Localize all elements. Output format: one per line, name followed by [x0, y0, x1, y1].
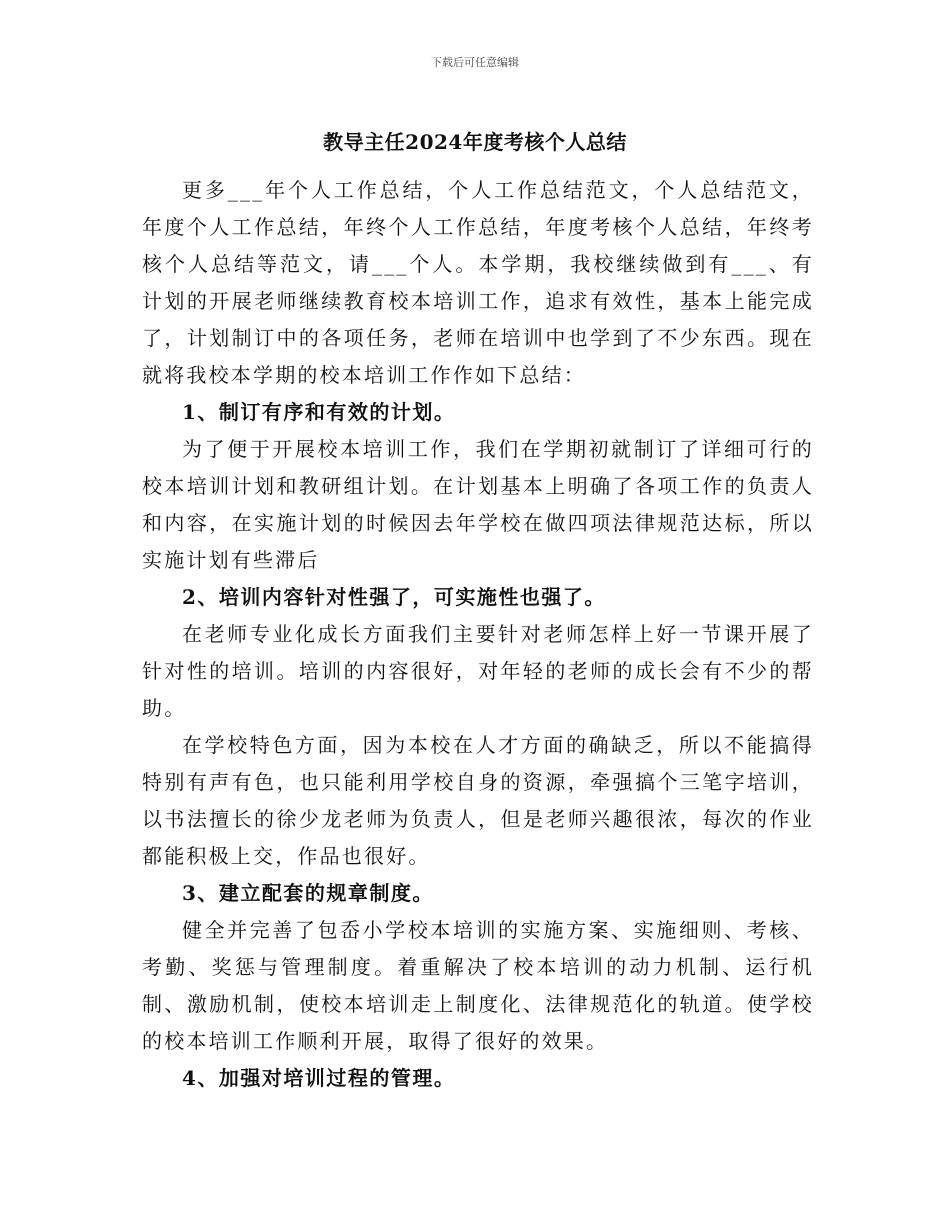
intro-paragraph: 更多___年个人工作总结，个人工作总结范文，个人总结范文，年度个人工作总结，年终个人工作总结，年度考核个人总结，年终考核个人总结等范文，请___个人。本学期，我校继续做到有___、有计划的开展老师继续教育校本培训工作，追求有效性，基本上能完成了，计划制订中的各项任务，老师在培训中也学到了不少东西。现在就将我校本学期的校本培训工作作如下总结： — [142, 178, 814, 387]
section-heading-1: 1、制订有序和有效的计划。 — [182, 400, 456, 424]
body-paragraph: 在学校特色方面，因为本校在人才方面的确缺乏，所以不能搞得特别有声有色，也只能利用学校自身的资源，牵强搞个三笔字培训，以书法擅长的徐少龙老师为负责人，但是老师兴趣很浓，每次的作业都能积极上交，作品也很好。 — [142, 733, 814, 868]
section-heading-4: 4、加强对培训过程的管理。 — [182, 1066, 456, 1090]
body-paragraph: 为了便于开展校本培训工作，我们在学期初就制订了详细可行的校本培训计划和教研组计划。在计划基本上明确了各项工作的负责人和内容，在实施计划的时候因去年学校在做四项法律规范达标，所以实施计划有些滞后 — [142, 437, 814, 572]
document-body — [142, 172, 814, 1097]
section-heading-2: 2、培训内容针对性强了，可实施性也强了。 — [182, 585, 606, 609]
page-header-note: 下载后可任意编辑 — [431, 56, 519, 69]
body-paragraph: 健全并完善了包岙小学校本培训的实施方案、实施细则、考核、考勤、奖惩与管理制度。着重解决了校本培训的动力机制、运行机制、激励机制，使校本培训走上制度化、法律规范化的轨道。使学校的校本培训工作顺利开展，取得了很好的效果。 — [142, 918, 814, 1053]
document-title: 教导主任2024年度考核个人总结 — [323, 130, 627, 154]
section-heading-3: 3、建立配套的规章制度。 — [182, 881, 434, 905]
body-paragraph: 在老师专业化成长方面我们主要针对老师怎样上好一节课开展了针对性的培训。培训的内容很好，对年轻的老师的成长会有不少的帮助。 — [142, 622, 814, 720]
